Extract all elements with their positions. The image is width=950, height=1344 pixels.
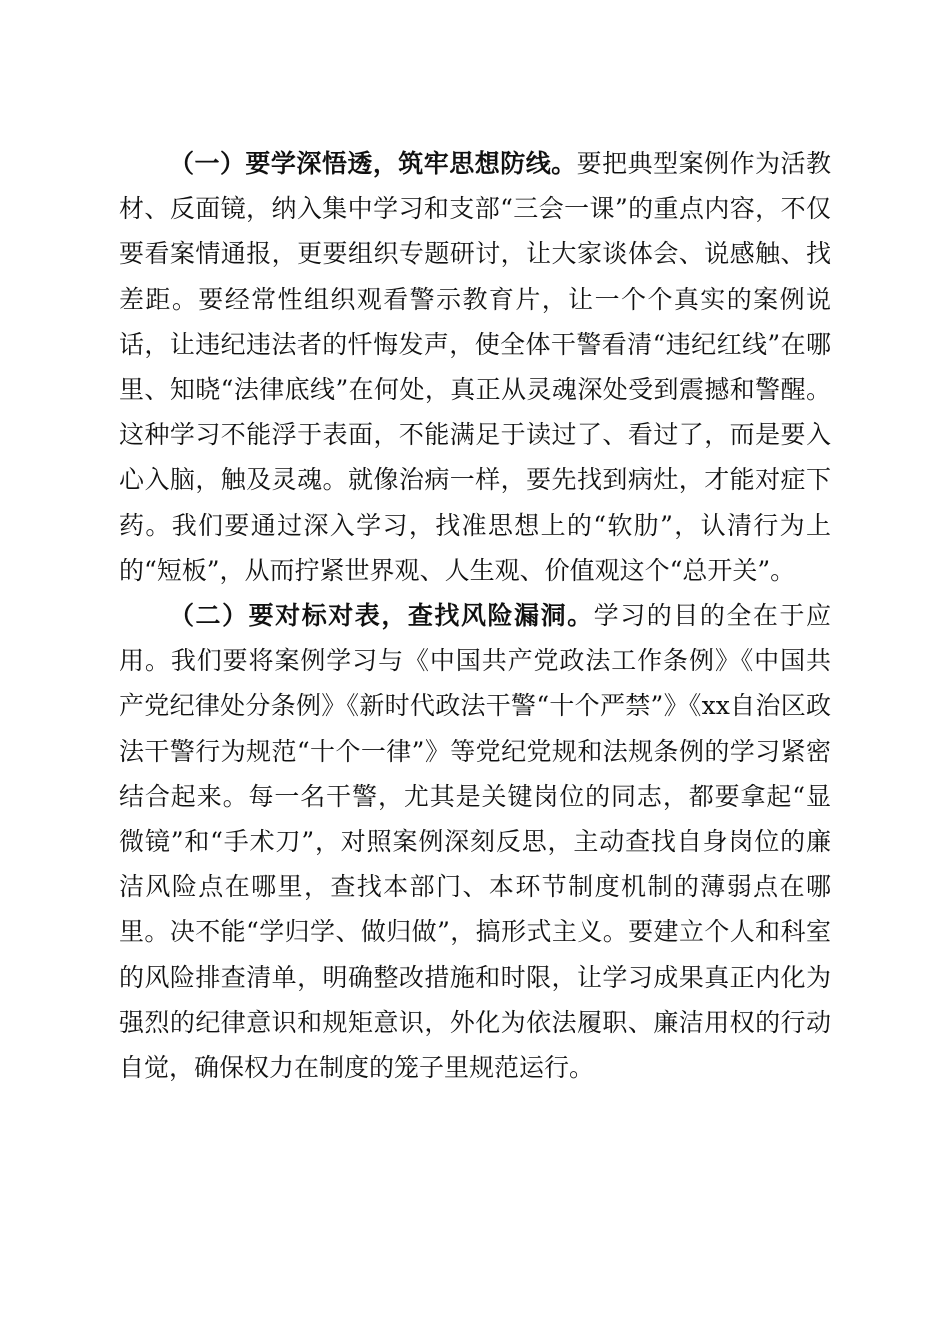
paragraph-2-heading: （二）要对标对表，查找风险漏洞。 [169,601,594,631]
paragraph-1-heading: （一）要学深悟透，筑牢思想防线。 [169,149,577,178]
paragraph-2 [119,593,831,1090]
paragraph-1-text: 要把典型案例作为活教材、反面镜，纳入集中学习和支部“三会一课”的重点内容，不仅要看案情通报，更要组织专题研讨，让大家谈体会、说感触、找差距。要经常性组织观看警示教育片，让一个个真实的案例说话，让违纪违法者的忏悔发声，使全体干警看清“违纪红线”在哪里、知晓“法律底线”在何处，真正从灵魂深处受到震撼和警醒。这种学习不能浮于表面，不能满足于读过了、看过了，而是要入心入脑，触及灵魂。就像治病一样，要先找到病灶，才能对症下药。我们要通过深入学习，找准思想上的“软肋”，认清行为上的“短板”，从而拧紧世界观、人生观、价值观这个“总开关”。 [119,149,831,585]
document-body [119,141,831,1090]
paragraph-2-text: 学习的目的全在于应用。我们要将案例学习与《中国共产党政法工作条例》《中国共产党纪律处分条例》《新时代政法干警“十个严禁”》《xx自治区政法干警行为规范“十个一律”》等党纪党规和法规条例的学习紧密结合起来。每一名干警，尤其是关键岗位的同志，都要拿起“显微镜”和“手术刀”，对照案例深刻反思，主动查找自身岗位的廉洁风险点在哪里，查找本部门、本环节制度机制的薄弱点在哪里。决不能“学归学、做归做”，搞形式主义。要建立个人和科室的风险排查清单，明确整改措施和时限，让学习成果真正内化为强烈的纪律意识和规矩意识，外化为依法履职、廉洁用权的行动自觉，确保权力在制度的笼子里规范运行。 [119,601,831,1083]
paragraph-1 [119,141,831,593]
